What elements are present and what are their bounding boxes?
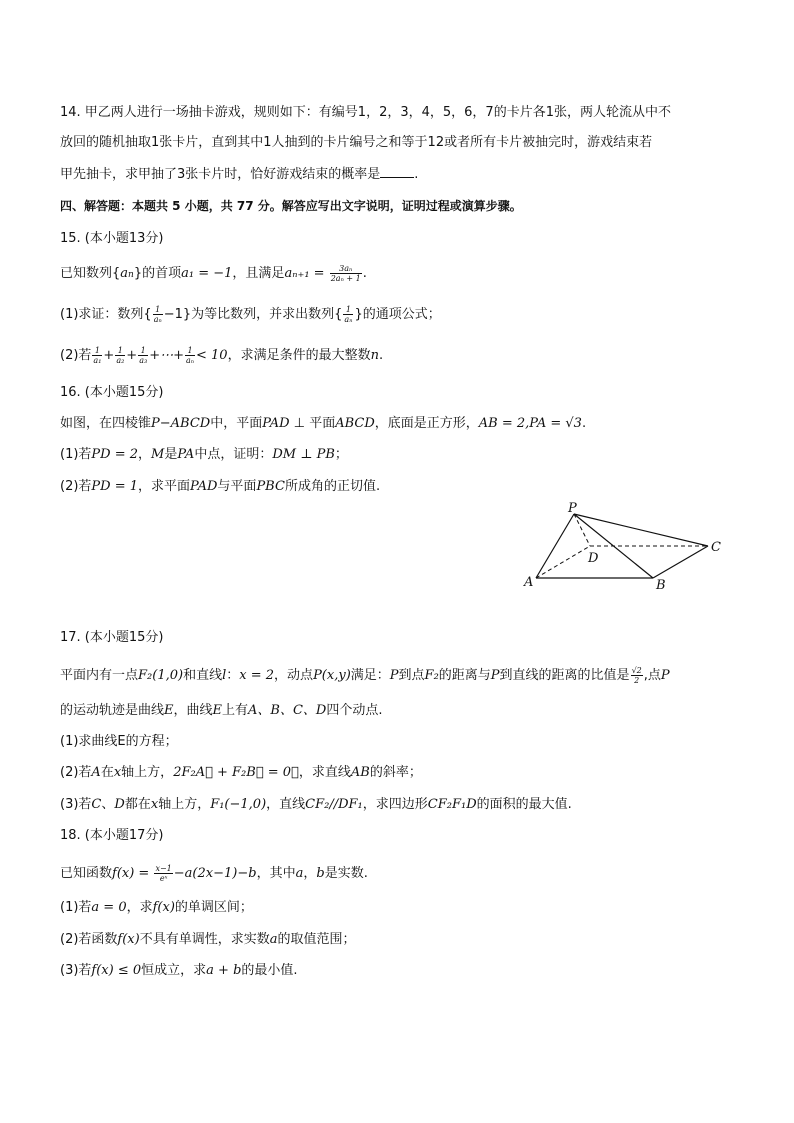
q17-p2-A: A (91, 765, 101, 780)
q15-recurrence-fraction (330, 264, 362, 283)
q15-p2-fracn-den: aₙ (185, 356, 194, 365)
q16-p1-d: 中点，证明： (194, 447, 273, 462)
q18-p3-c: 的最小值. (241, 963, 298, 978)
q17-l1-g: 的距离与 (438, 668, 491, 683)
q16-p1-m: M (151, 447, 165, 462)
q16-stem-end: . (581, 416, 587, 431)
edge-pd (574, 514, 590, 546)
q18-stem-a: 已知函数 (60, 866, 113, 881)
q16-p1-dm: DM ⊥ PB (272, 447, 335, 462)
q18-p1-a: (1)若 (60, 900, 92, 915)
q17-p2-ab: AB (350, 765, 370, 780)
q17-l1-h: 到直线的距离的比值是 (499, 668, 630, 683)
q16-p1-end: ； (334, 447, 348, 462)
q17-l2-c: 上有 (222, 703, 249, 718)
q15-p2-b: ，求满足条件的最大整数 (227, 348, 371, 363)
q17-p3-x: x (150, 797, 159, 812)
q15-p2-frac2-num: 1 (115, 346, 125, 356)
q18-stem-rest: −a(2x−1)−b (173, 866, 257, 881)
q17-l2-a: 的运动轨迹是曲线 (60, 703, 165, 718)
q17-p2-vector: 2F₂A⃗ + F₂B⃗ = 0⃗ (173, 765, 299, 780)
q15-stem-end: . (362, 266, 367, 281)
q16-part-2 (60, 478, 380, 496)
q15-header: 15. (本小题13分) (60, 231, 164, 246)
q17-p3-quad: CF₂F₁D (427, 797, 477, 812)
q17-p2-d: ，求直线 (298, 765, 351, 780)
q15-p2-frac1-den: a₁ (93, 356, 102, 365)
q15-p2-n: n (370, 348, 379, 363)
q17-x2: x = 2 (239, 668, 275, 683)
q17-l1-d: ，动点 (274, 668, 314, 683)
q18-p3-b: 恒成立，求 (141, 963, 207, 978)
q17-p3-i: 的面积的最大值. (476, 797, 572, 812)
q15-stem-an: a (120, 266, 129, 281)
q16-p2-pad: PAD (190, 479, 218, 494)
q18-fx: f(x) = (112, 866, 150, 881)
q15-stem-a: 已知数列{ (60, 266, 121, 281)
q16-ab-pa: AB = 2,PA = √3 (478, 416, 582, 431)
q16-header: 16. (本小题15分) (60, 385, 164, 400)
q15-p2-frac-n (185, 346, 195, 365)
q16-stem (60, 415, 586, 433)
q17-l1-a: 平面内有一点 (60, 668, 139, 683)
q16-abcd: ABCD (335, 416, 375, 431)
q16-stem-a: 如图，在四棱锥 (60, 416, 152, 431)
q15-p2-frac3-den: a₃ (139, 356, 148, 365)
q16-p2-pbc: PBC (256, 479, 285, 494)
edge-pa (536, 514, 574, 578)
q17-p2-b: 在 (100, 765, 114, 780)
q15-p1-frac2-den: aₙ (344, 315, 353, 324)
q17-p2-a: (2)若 (60, 765, 92, 780)
pyramid-figure (510, 500, 750, 595)
q18-stem-b: ，其中 (256, 866, 296, 881)
q15-p1-a: (1)求证：数列{ (60, 307, 152, 322)
q15-part-2 (60, 346, 383, 365)
q14-line-3-end: . (414, 167, 419, 182)
q15-stem-c: ，且满足 (232, 266, 285, 281)
q16-p2-d: 所成角的正切值. (284, 479, 381, 494)
q15-p2-a: (2)若 (60, 348, 92, 363)
q16-p1-a: (1)若 (60, 447, 92, 462)
q16-p1-pd: PD = 2 (91, 447, 139, 462)
label-c: C (711, 540, 721, 555)
q14-line-1: 14. 甲乙两人进行一场抽卡游戏，规则如下：有编号1，2，3，4，5，6，7的卡片各1张，两人轮流从中不 (60, 105, 671, 120)
q15-recurrence: aₙ₊₁ = (284, 266, 325, 281)
q15-stem-an-sub: n (128, 270, 134, 280)
q17-p2-e: 的斜率； (369, 765, 422, 780)
edge-ad (536, 546, 590, 578)
q17-p3-h: ，求四边形 (362, 797, 428, 812)
q15-p2-dots: +⋯+ (149, 348, 184, 363)
q16-perp: ⊥ 平面 (289, 416, 336, 431)
q15-p1-c: }的通项公式； (354, 307, 441, 322)
q17-p-b: P (490, 668, 500, 683)
q15-p2-frac-3 (138, 346, 148, 365)
q17-e: E (164, 703, 174, 718)
q15-p2-fracn-num: 1 (185, 346, 195, 356)
q16-pabcd: P−ABCD (151, 416, 211, 431)
label-p: P (568, 501, 577, 516)
section-4-title: 四、解答题：本题共 5 小题，共 77 分。解答应写出文字说明，证明过程或演算步骤。 (60, 199, 522, 213)
q18-part-1 (60, 899, 253, 917)
q15-p1-frac-den: aₙ (153, 315, 162, 324)
q17-ratio-frac (631, 666, 643, 685)
q18-frac-num: x−1 (155, 864, 172, 873)
q15-part-1 (60, 305, 441, 324)
q15-p2-end: . (378, 348, 384, 363)
q16-p1-b: ， (138, 447, 152, 462)
q14-line-3-text: 甲先抽卡，求甲抽了3张卡片时，恰好游戏结束的概率是 (60, 167, 381, 182)
q17-line-l: l (222, 668, 227, 683)
q17-e2: E (212, 703, 223, 718)
q18-stem-c: ， (303, 866, 317, 881)
q17-ratio-num: √2 (631, 666, 642, 675)
q18-stem (60, 864, 368, 883)
q17-p3-f1: F₁(−1,0) (210, 797, 267, 812)
q17-part-1: (1)求曲线E的方程； (60, 734, 178, 749)
q17-p3-C: C (91, 797, 102, 812)
q18-frac (154, 864, 172, 883)
q17-part-2 (60, 764, 422, 782)
q18-p1-c: 的单调区间； (174, 900, 253, 915)
q15-p1-b: −1}为等比数列，并求出数列{ (163, 307, 343, 322)
q17-l1-i: ,点 (643, 668, 661, 683)
q15-frac-num: 3aₙ (330, 264, 362, 274)
label-d: D (588, 551, 599, 566)
q15-p2-frac-2 (115, 346, 125, 365)
q15-p1-frac2-num: 1 (343, 305, 353, 315)
q18-p3-a: (3)若 (60, 963, 92, 978)
q15-p1-frac (153, 305, 163, 324)
q18-part-3 (60, 962, 298, 980)
q17-f2-point: F₂(1,0) (138, 668, 184, 683)
q14-line-3 (60, 165, 418, 184)
q17-p3-parallel: CF₂//DF₁ (305, 797, 363, 812)
q17-p3-f: 轴上方， (158, 797, 211, 812)
q17-line-1 (60, 666, 670, 685)
q16-stem-b: 中，平面 (210, 416, 263, 431)
q18-p1-b: ，求 (126, 900, 153, 915)
q17-points: A、B、C、D (248, 703, 327, 718)
q15-p2-lt: < 10 (196, 348, 228, 363)
q18-frac-den: eˣ (159, 874, 168, 883)
q18-p2-a: (2)若函数 (60, 932, 118, 947)
q18-p2-fx: f(x) (117, 932, 140, 947)
q15-p2-plus-2: + (126, 348, 138, 363)
label-a: A (524, 575, 534, 590)
q18-stem-d: 是实数. (324, 866, 368, 881)
q15-p2-frac2-den: a₂ (116, 356, 125, 365)
q18-p1-a0: a = 0 (91, 900, 127, 915)
q16-p1-pa: PA (177, 447, 195, 462)
q15-frac-den: 2aₙ + 1 (330, 274, 361, 283)
q15-p1-frac-2 (343, 305, 353, 324)
q18-p2-b: 不具有单调性，求实数 (139, 932, 270, 947)
q17-p2-c: 轴上方， (121, 765, 174, 780)
q17-p3-D: D (114, 797, 125, 812)
q15-p2-frac1-num: 1 (92, 346, 102, 356)
q18-p2-c: 的取值范围； (277, 932, 356, 947)
label-b: B (656, 578, 666, 593)
q17-p-c: P (660, 668, 670, 683)
q18-b: b (316, 866, 325, 881)
q17-header: 17. (本小题15分) (60, 630, 164, 645)
q15-p1-frac-num: 1 (153, 305, 163, 315)
q18-p1-fx: f(x) (152, 900, 175, 915)
q17-l1-c: ： (226, 668, 240, 683)
q17-p3-e: 都在 (124, 797, 151, 812)
q16-p2-a: (2)若 (60, 479, 92, 494)
q17-l2-d: 四个动点. (326, 703, 383, 718)
q16-part-1 (60, 446, 348, 464)
q18-a: a (295, 866, 304, 881)
q17-l1-f: 到点 (398, 668, 425, 683)
q17-f2: F₂ (424, 668, 439, 683)
q16-p2-c: 与平面 (217, 479, 257, 494)
q17-part-3 (60, 796, 572, 814)
q18-p3-fx: f(x) ≤ 0 (91, 963, 142, 978)
q17-l2-b: ，曲线 (173, 703, 213, 718)
q15-stem-b: }的首项 (133, 266, 182, 281)
q16-p1-c: 是 (164, 447, 178, 462)
q17-p2-x: x (113, 765, 122, 780)
q17-p3-b: 、 (101, 797, 115, 812)
q16-stem-c: ，底面是正方形， (374, 416, 479, 431)
q16-p2-b: ，求平面 (138, 479, 191, 494)
q17-l1-e: 满足： (350, 668, 390, 683)
q17-l1-b: 和直线 (183, 668, 223, 683)
q17-p3-a: (3)若 (60, 797, 92, 812)
q14-line-2: 放回的随机抽取1张卡片，直到其中1人抽到的卡片编号之和等于12或者所有卡片被抽完时，游戏结束若 (60, 135, 653, 150)
q18-part-2 (60, 931, 356, 949)
q16-pad: PAD (262, 416, 290, 431)
q15-p2-plus-1: + (103, 348, 115, 363)
q17-ratio-den: 2 (634, 676, 640, 685)
q16-p2-pd: PD = 1 (91, 479, 139, 494)
q15-stem (60, 264, 367, 284)
answer-blank (380, 165, 414, 178)
q17-pxy: P(x,y) (313, 668, 351, 683)
q18-header: 18. (本小题17分) (60, 828, 164, 843)
q17-p-a: P (389, 668, 399, 683)
q15-p2-frac-1 (92, 346, 102, 365)
q18-p2-a2: a (269, 932, 278, 947)
edge-bc (653, 546, 708, 578)
q15-a1: a₁ = −1 (181, 266, 233, 281)
q15-p2-frac3-num: 1 (138, 346, 148, 356)
q17-p3-g: ，直线 (266, 797, 306, 812)
q17-line-2 (60, 702, 383, 720)
q18-p3-ab: a + b (206, 963, 242, 978)
